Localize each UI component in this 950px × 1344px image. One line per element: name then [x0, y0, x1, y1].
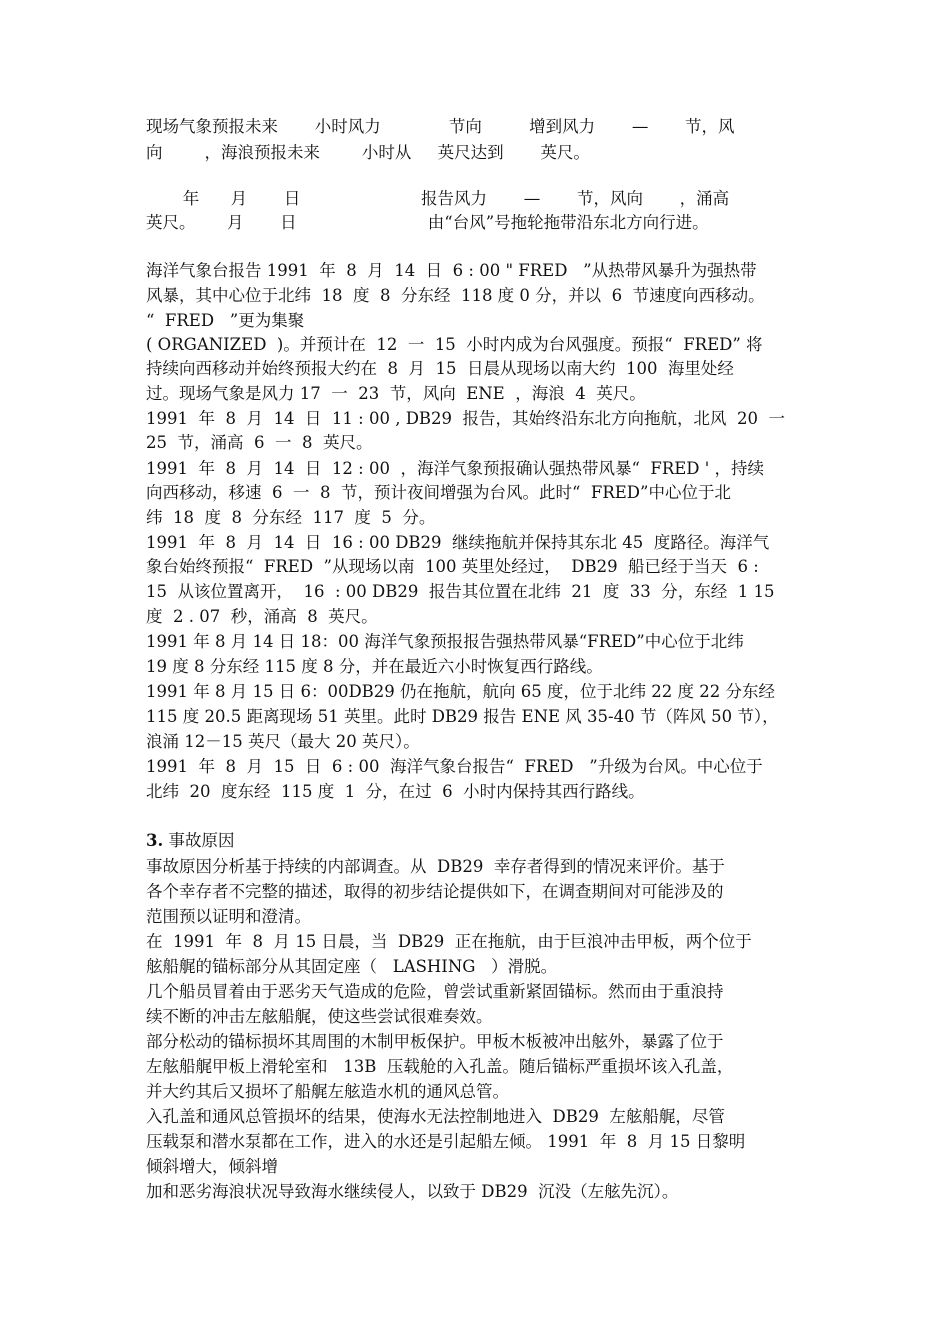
section-line: 入孔盖和通风总管损坏的结果，使海水无法控制地进入 DB29 左舷船艉，尽管 [146, 1107, 725, 1126]
section-number: 3. [146, 831, 164, 850]
section-line: 加和恶劣海浪状况导致海水继续侵人，以致于 DB29 沉没（左舷先沉）。 [146, 1182, 679, 1201]
report-line: 风暴，其中心位于北纬 18 度 8 分东经 118 度 0 分，并以 6 节速度向西移动。 [146, 286, 765, 305]
report-line: 1991 年 8 月 15 日 6 : 00 海洋气象台报告“ FRED ”升级为台风。中心位于 [146, 757, 763, 776]
section-line: 续不断的冲击左舷船艉，使这些尝试很难奏效。 [146, 1007, 493, 1026]
section-line: 事故原因分析基于持续的内部调查。从 DB29 幸存者得到的情况来评价。基于 [146, 857, 725, 876]
report-line: 15 从该位置离开， 16 : 00 DB29 报告其位置在北纬 21 度 33 分，东经 1 15 [146, 582, 775, 601]
section-line: 各个幸存者不完整的描述，取得的初步结论提供如下，在调查期间对可能涉及的 [146, 882, 724, 901]
section-line: 倾斜增大，倾斜增 [146, 1157, 278, 1176]
report-line: 持续向西移动并始终预报大约在 8 月 15 日晨从现场以南大约 100 海里处经 [146, 359, 734, 378]
section-line: 范围预以证明和澄清。 [146, 907, 311, 926]
section-line: 压载泵和潜水泵都在工作，进入的水还是引起船左倾。 1991 年 8 月 15 日黎明 [146, 1132, 746, 1151]
section-line: 并大约其后又损坏了船艉左舷造水机的通风总管。 [146, 1082, 509, 1101]
report-line: 25 节，涌高 6 一 8 英尺。 [146, 433, 373, 452]
report-line: 象台始终预报“ FRED ”从现场以南 100 英里处经过， DB29 船已经于当天 6 : [146, 557, 759, 576]
report-line: 1991 年 8 月 14 日 16 : 00 DB29 继续拖航并保持其东北 45 度路径。海洋气 [146, 533, 770, 552]
section-line: 舷船艉的锚标部分从其固定座（ LASHING ）滑脱。 [146, 957, 558, 976]
report-line: 北纬 20 度东经 115 度 1 分，在过 6 小时内保持其西行路线。 [146, 782, 645, 801]
report-line: 海洋气象台报告 1991 年 8 月 14 日 6 : 00 " FRED ”从热带风暴升为强热带 [146, 261, 757, 280]
section-line: 在 1991 年 8 月 15 日晨，当 DB29 正在拖航，由于巨浪冲击甲板，两个位于 [146, 932, 752, 951]
report-line: 1991 年 8 月 14 日 11 : 00 , DB29 报告，其始终沿东北方向拖航，北风 20 一 [146, 409, 786, 428]
report-line: 纬 18 度 8 分东经 117 度 5 分。 [146, 508, 436, 527]
report-line: 度 2 . 07 秒，涌高 8 英尺。 [146, 607, 378, 626]
report-line: 1991 年 8 月 15 日 6：00DB29 仍在拖航，航向 65 度，位于北纬 22 度 22 分东经 [146, 682, 775, 701]
form-line: 向 ，海浪预报未来 小时从 英尺达到 英尺。 [146, 143, 590, 162]
report-line: 115 度 20.5 距离现场 51 英里。此时 DB29 报告 ENE 风 35-40 节（阵风 50 节）， [146, 707, 779, 726]
report-line: 过。现场气象是风力 17 一 23 节，风向 ENE ，海浪 4 英尺。 [146, 384, 646, 403]
form-line: 年 月 日 报告风力 — 节，风向 ，涌高 [146, 189, 730, 208]
section-line: 左舷船艉甲板上滑轮室和 13B 压载舱的入孔盖。随后锚标严重损坏该入孔盖， [146, 1057, 734, 1076]
section-heading [146, 829, 234, 853]
report-line: 1991 年 8 月 14 日 12 : 00 ，海洋气象预报确认强热带风暴“ FRED ' ，持续 [146, 459, 765, 478]
section-line: 部分松动的锚标损坏其周围的木制甲板保护。甲板木板被冲出舷外，暴露了位于 [146, 1032, 724, 1051]
report-line: 向西移动，移速 6 一 8 节，预计夜间增强为台风。此时“ FRED”中心位于北 [146, 483, 731, 502]
form-line: 英尺。 月 日 由“台风”号拖轮拖带沿东北方向行进。 [146, 213, 709, 232]
report-line: 浪涌 12－15 英尺（最大 20 英尺）。 [146, 732, 420, 751]
section-title: 事故原因 [163, 831, 235, 850]
section-line: 几个船员冒着由于恶劣天气造成的危险，曾尝试重新紧固锚标。然而由于重浪持 [146, 982, 724, 1001]
form-line: 现场气象预报未来 小时风力 节向 增到风力 — 节，风 [146, 117, 735, 136]
report-line: 19 度 8 分东经 115 度 8 分，并在最近六小时恢复西行路线。 [146, 657, 603, 676]
report-line: ( ORGANIZED )。并预计在 12 一 15 小时内成为台风强度。预报“ FRED” 将 [146, 335, 763, 354]
report-line: 1991 年 8 月 14 日 18：00 海洋气象预报报告强热带风暴“FRED”中心位于北纬 [146, 632, 744, 651]
report-line: “ FRED ”更为集聚 [146, 311, 305, 330]
